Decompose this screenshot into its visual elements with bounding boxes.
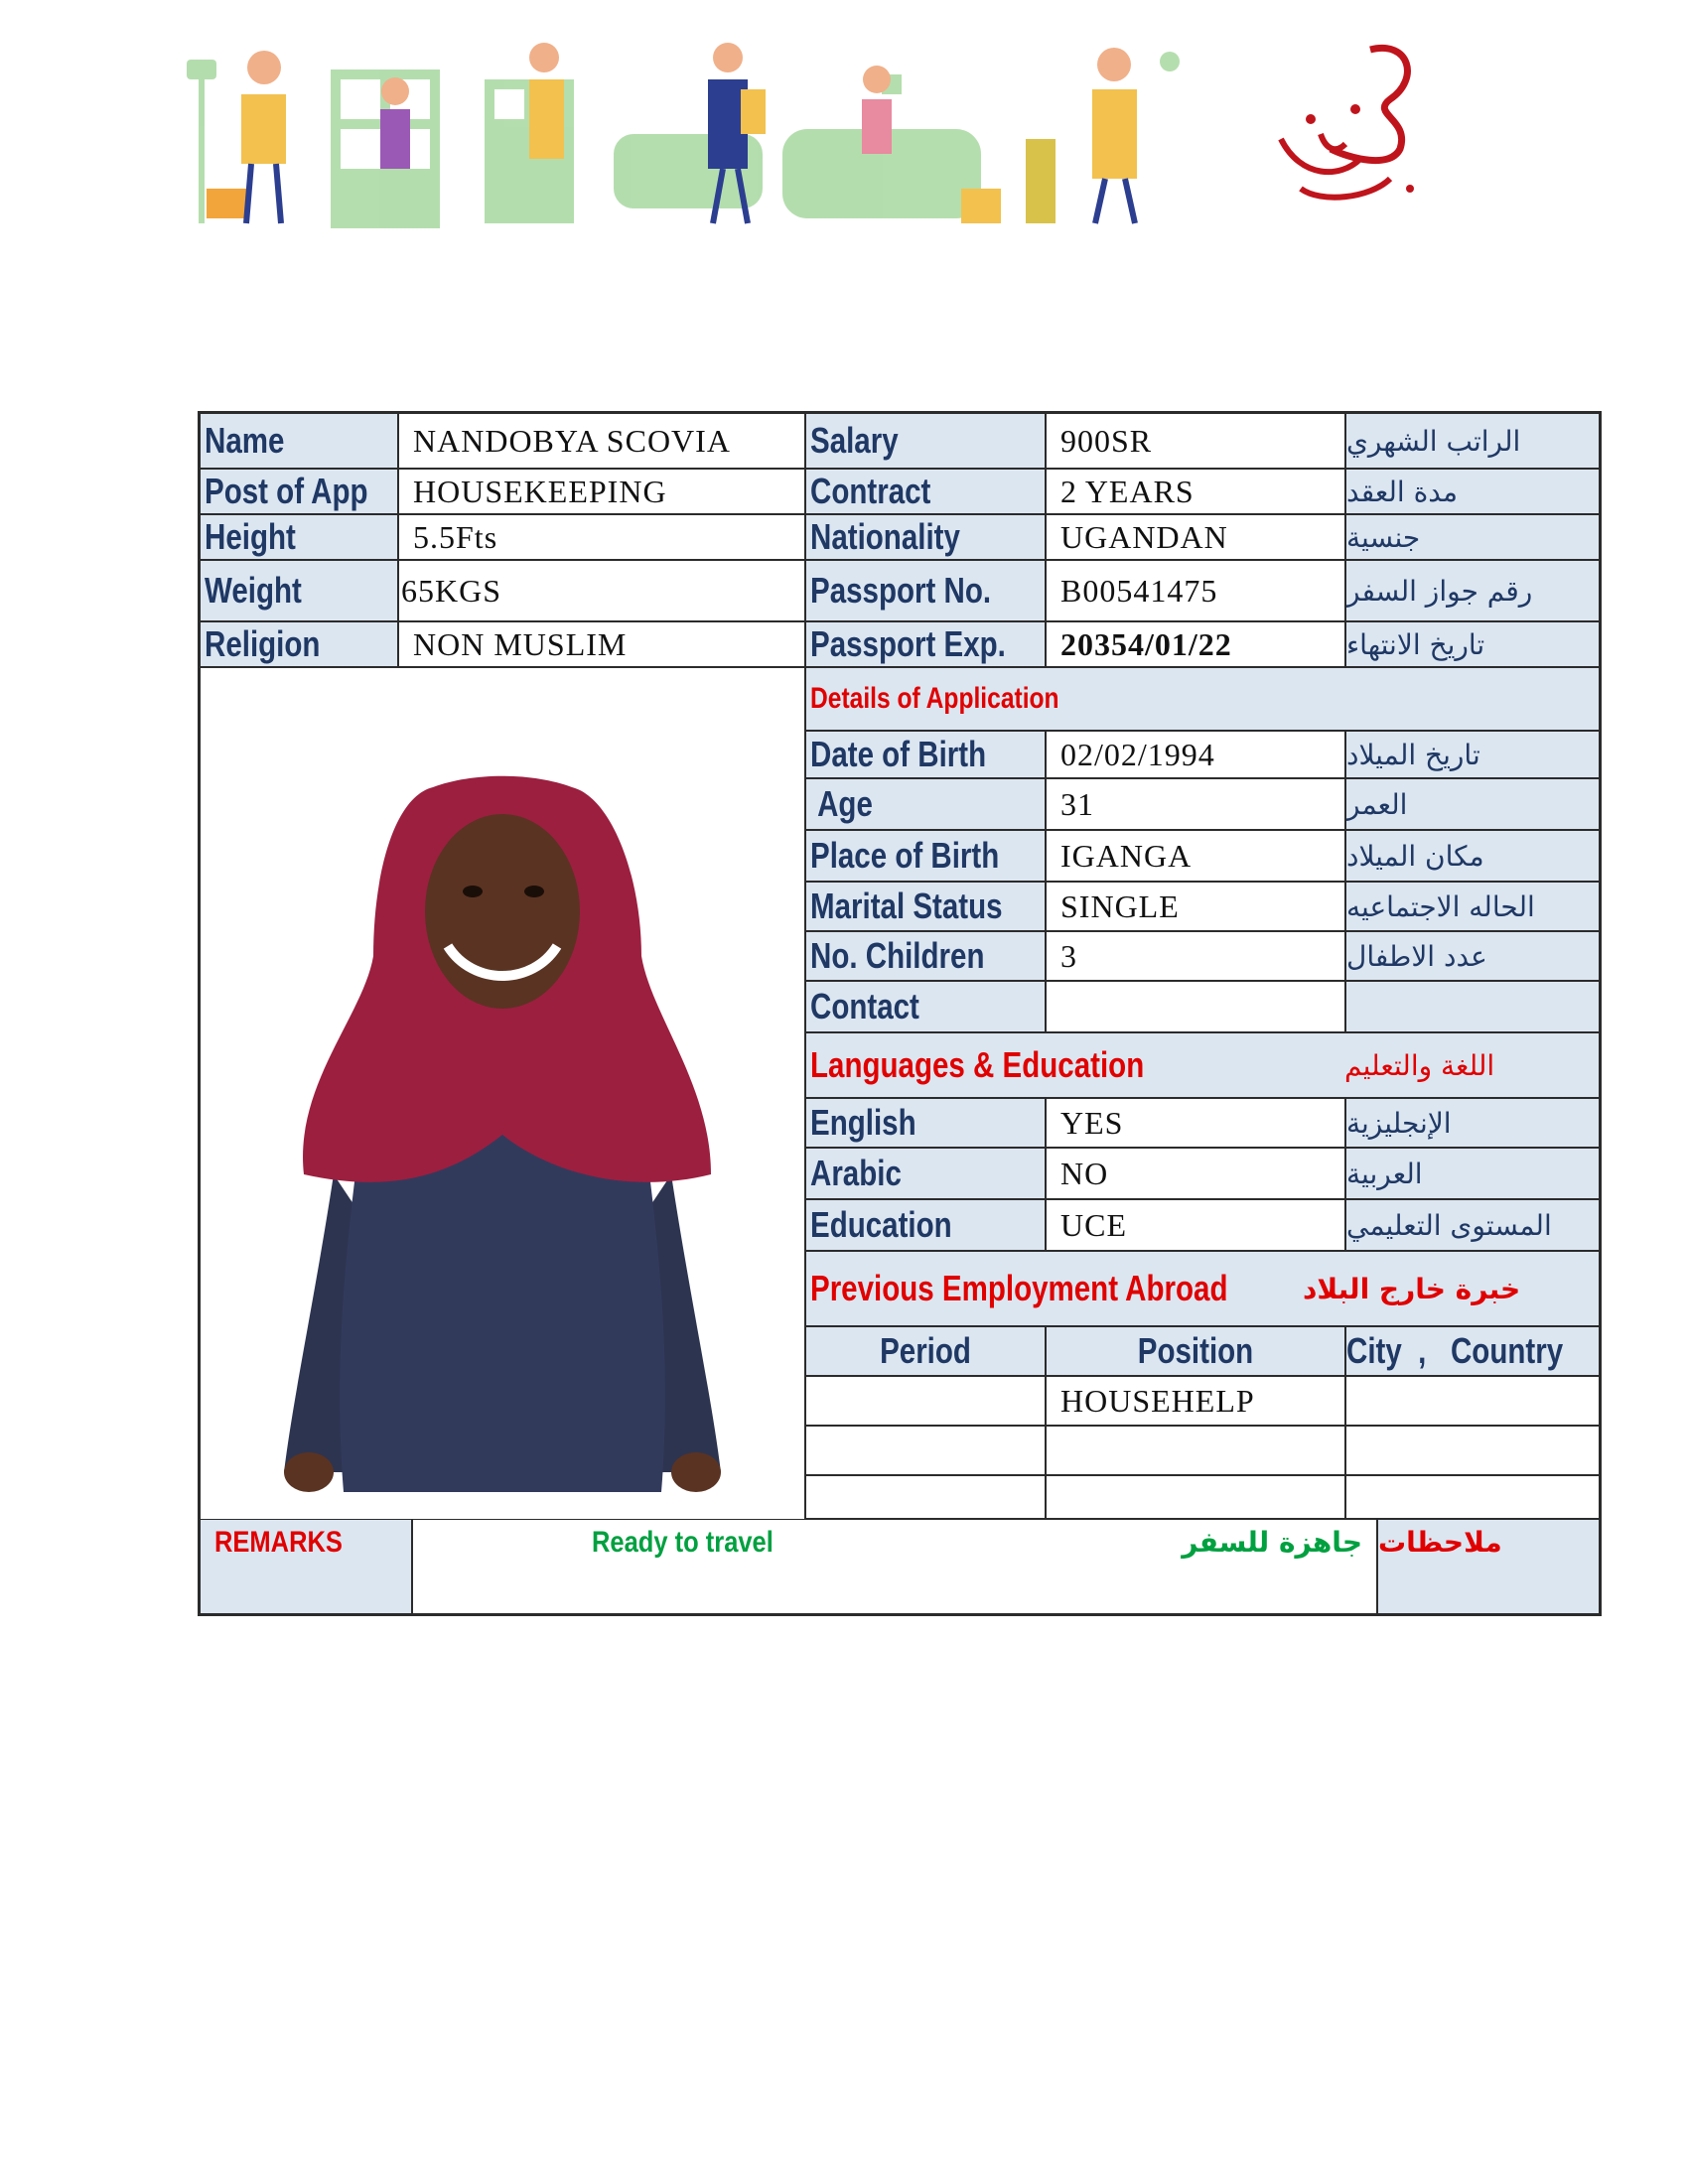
religion-label: Religion	[200, 621, 398, 667]
marital-value: SINGLE	[1046, 882, 1345, 931]
employment-row-position: HOUSEHELP	[1046, 1376, 1345, 1426]
weight-value: 65KGS	[398, 560, 805, 621]
dob-value: 02/02/1994	[1046, 731, 1345, 778]
post-value: HOUSEKEEPING	[398, 469, 805, 514]
passport-exp-ar: تاريخ الانتهاء	[1345, 621, 1600, 667]
employment-title-ar: خبرة خارج البلاد	[1303, 1272, 1521, 1305]
applicant-photo	[274, 757, 731, 1492]
languages-title-ar: اللغة والتعليم	[1344, 1048, 1495, 1082]
col-position: Position	[1046, 1326, 1345, 1376]
passport-exp-value: 20354/01/22	[1046, 621, 1345, 667]
remarks-box	[412, 1519, 1377, 1614]
height-label: Height	[200, 514, 398, 560]
children-label: No. Children	[805, 931, 1046, 981]
nationality-value: UGANDAN	[1046, 514, 1345, 560]
salary-value: 900SR	[1046, 413, 1345, 469]
name-label: Name	[200, 413, 398, 469]
pob-value: IGANGA	[1046, 830, 1345, 882]
employment-row-period	[805, 1426, 1046, 1475]
employment-row-period	[805, 1376, 1046, 1426]
pob-ar: مكان الميلاد	[1345, 830, 1600, 882]
english-value: YES	[1046, 1098, 1345, 1148]
age-value: 31	[1046, 778, 1345, 830]
name-value: NANDOBYA SCOVIA	[398, 413, 805, 469]
religion-value: NON MUSLIM	[398, 621, 805, 667]
contact-value	[1046, 981, 1345, 1032]
contact-label: Contact	[805, 981, 1046, 1032]
photo-box	[200, 667, 805, 1525]
company-logo	[1261, 40, 1440, 218]
employment-title: Previous Employment Abroad خبرة خارج البلاد	[805, 1251, 1600, 1326]
marital-ar: الحاله الاجتماعيه	[1345, 882, 1600, 931]
details-title: Details of Application	[805, 667, 1600, 731]
marital-label: Marital Status	[805, 882, 1046, 931]
remarks-label-ar: ملاحظات	[1377, 1519, 1600, 1614]
children-ar: عدد الاطفال	[1345, 931, 1600, 981]
contact-ar	[1345, 981, 1600, 1032]
employment-row-city	[1345, 1376, 1600, 1426]
passport-exp-label: Passport Exp.	[805, 621, 1046, 667]
passport-label: Passport No.	[805, 560, 1046, 621]
dob-ar: تاريخ الميلاد	[1345, 731, 1600, 778]
employment-row-period	[805, 1475, 1046, 1519]
nationality-label: Nationality	[805, 514, 1046, 560]
contract-label: Contract	[805, 469, 1046, 514]
children-value: 3	[1046, 931, 1345, 981]
contract-value: 2 YEARS	[1046, 469, 1345, 514]
pob-label: Place of Birth	[805, 830, 1046, 882]
post-label: Post of App	[200, 469, 398, 514]
passport-ar: رقم جواز السفر	[1345, 560, 1600, 621]
remarks-text-ar: جاهزة للسفر	[1182, 1526, 1362, 1559]
contract-ar: مدة العقد	[1345, 469, 1600, 514]
english-label: English	[805, 1098, 1046, 1148]
passport-value: B00541475	[1046, 560, 1345, 621]
age-ar: العمر	[1345, 778, 1600, 830]
salary-label: Salary	[805, 413, 1046, 469]
banner-illustration	[187, 20, 1190, 228]
application-form	[198, 411, 1602, 1616]
arabic-label: Arabic	[805, 1148, 1046, 1199]
remarks-label: REMARKS	[200, 1519, 412, 1614]
employment-row-position	[1046, 1475, 1345, 1519]
education-value: UCE	[1046, 1199, 1345, 1251]
nationality-ar: جنسية	[1345, 514, 1600, 560]
employment-row-city	[1345, 1426, 1600, 1475]
education-ar: المستوى التعليمي	[1345, 1199, 1600, 1251]
remarks-text: Ready to travel	[592, 1526, 774, 1559]
education-label: Education	[805, 1199, 1046, 1251]
employment-row-position	[1046, 1426, 1345, 1475]
english-ar: الإنجليزية	[1345, 1098, 1600, 1148]
weight-label: Weight	[200, 560, 398, 621]
arabic-value: NO	[1046, 1148, 1345, 1199]
employment-row-city	[1345, 1475, 1600, 1519]
salary-ar: الراتب الشهري	[1345, 413, 1600, 469]
languages-title: Languages & Education اللغة والتعليم	[805, 1032, 1600, 1098]
col-period: Period	[805, 1326, 1046, 1376]
dob-label: Date of Birth	[805, 731, 1046, 778]
age-label: Age	[805, 778, 1046, 830]
col-city: City , Country	[1345, 1326, 1600, 1376]
height-value: 5.5Fts	[398, 514, 805, 560]
arabic-ar: العربية	[1345, 1148, 1600, 1199]
